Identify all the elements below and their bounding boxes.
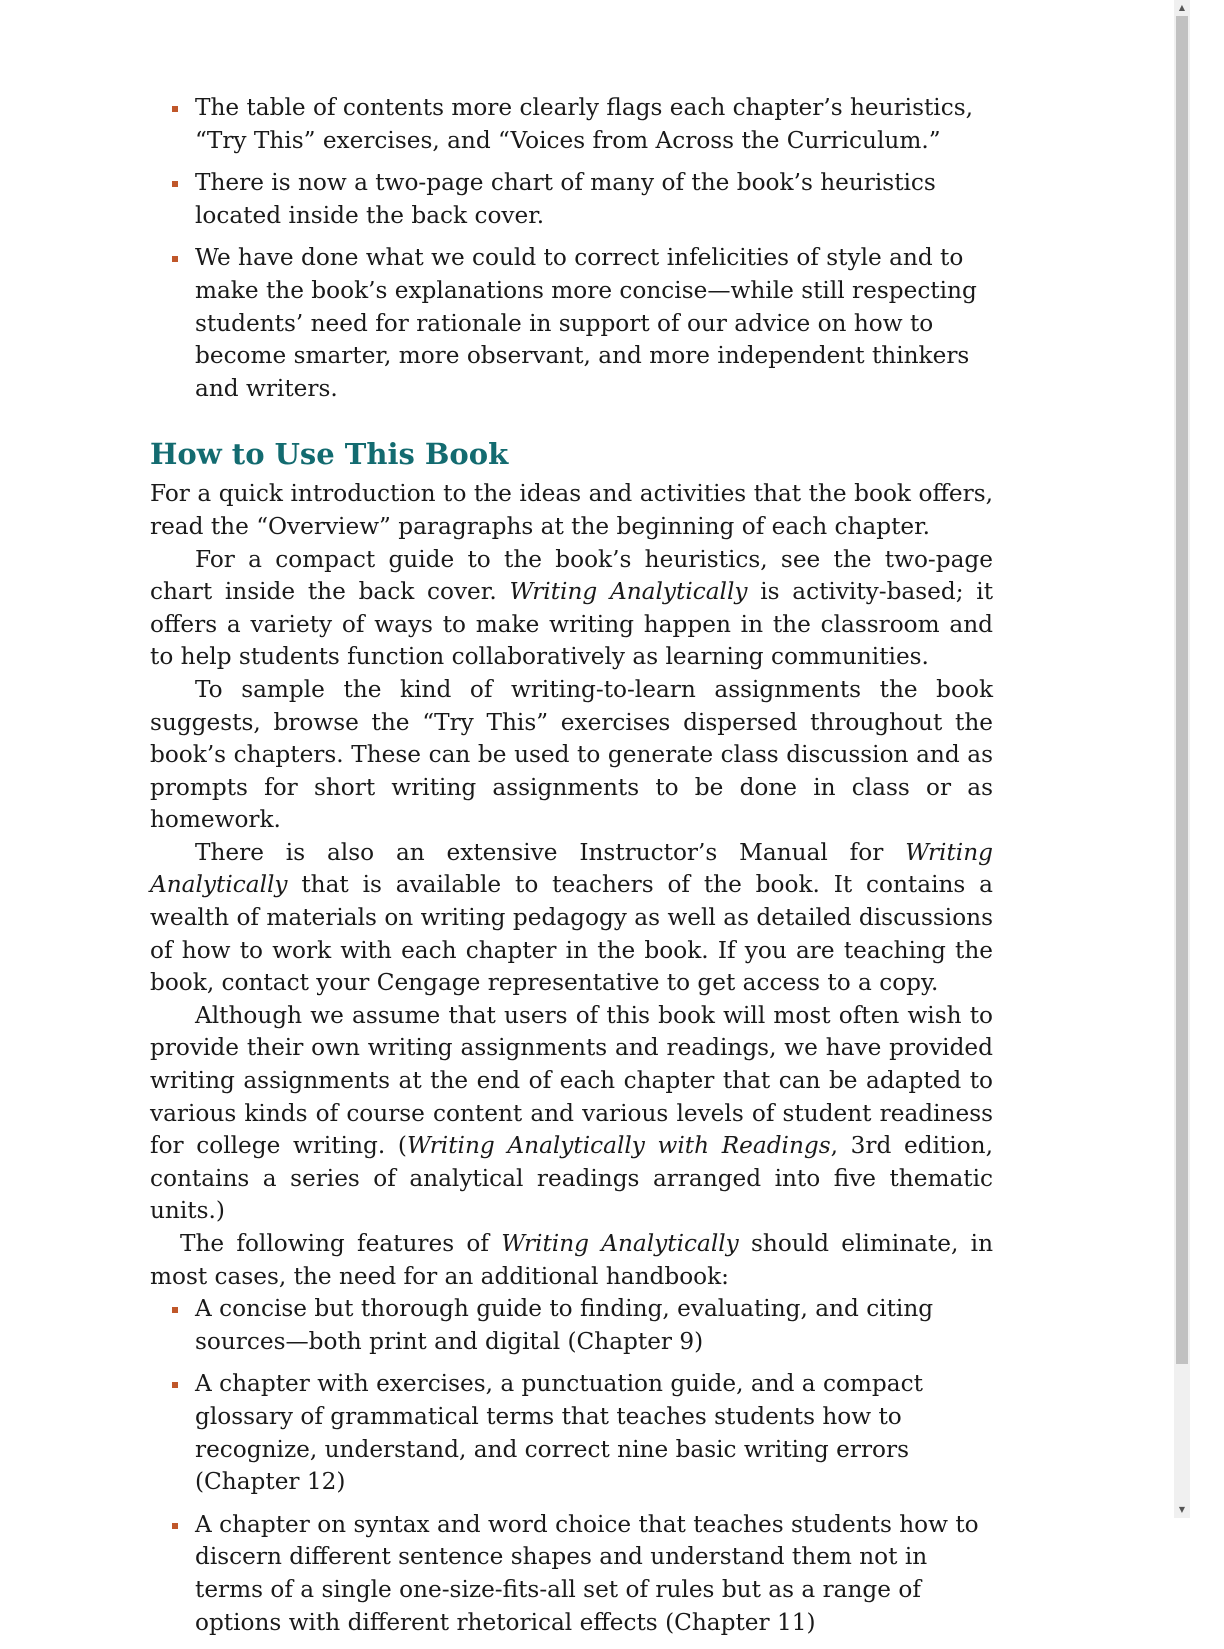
list-item: We have done what we could to correct infelicities of style and to make the book’s explanations more concise—while still respecting students’ need for rationale in support of our advice on how to become smarter, more observant, and more independent thinkers and writers. xyxy=(195,242,993,405)
paragraph-features: The following features of Writing Analytically should eliminate, in most cases, the need for an additional handbook: xyxy=(150,1230,994,1290)
document-page xyxy=(150,92,993,1649)
paragraph-overview: For a quick introduction to the ideas and activities that the book offers, read the “Overview” paragraphs at the beginning of each chapter. xyxy=(150,480,993,540)
list-item: The table of contents more clearly flags each chapter’s heuristics, “Try This” exercises, and “Voices from Across the Curriculum.” xyxy=(195,92,993,157)
list-item: There is now a two-page chart of many of the book’s heuristics located inside the back cover. xyxy=(195,167,993,232)
list-item: A concise but thorough guide to finding, evaluating, and citing sources—both print and digital (Chapter 9) xyxy=(195,1293,993,1358)
paragraph-instructors-manual: There is also an extensive Instructor’s Manual for Writing Analytically that is available to teachers of the book. It contains a wealth of materials on writing pedagogy as well as detailed discussions of how to work with each chapter in the book. If you are teaching the book, contact your Cengage representative to get access to a copy. xyxy=(150,838,993,997)
scroll-up-icon[interactable]: ▲ xyxy=(1178,3,1186,12)
list-item: A chapter with exercises, a punctuation guide, and a compact glossary of grammatical terms that teaches students how to recognize, understand, and correct nine basic writing errors (Chapter 12) xyxy=(195,1368,993,1498)
scroll-thumb[interactable] xyxy=(1176,16,1188,1364)
features-list-top xyxy=(150,92,993,405)
vertical-scrollbar[interactable] xyxy=(1174,0,1190,1518)
list-item: A chapter on syntax and word choice that teaches students how to discern different sentence shapes and understand them not in terms of a single one-size-fits-all set of rules but as a range of options with different rhetorical effects (Chapter 11) xyxy=(195,1509,993,1639)
paragraph-compact-guide: For a compact guide to the book’s heuristics, see the two-page chart inside the back cover. Writing Analytically is activity-based; it offers a variety of ways to make writing happen in the classroom and to help students function collaboratively as learning communities. xyxy=(150,545,994,671)
paragraph-try-this: To sample the kind of writing-to-learn assignments the book suggests, browse the “Try This” exercises dispersed throughout the book’s chapters. These can be used to generate class discussion and as prompts for short writing assignments to be done in class or as homework. xyxy=(150,675,993,834)
scroll-down-icon[interactable]: ▼ xyxy=(1178,1505,1186,1514)
paragraph-assignments: Although we assume that users of this book will most often wish to provide their own writing assignments and readings, we have provided writing assignments at the end of each chapter that can be adapted to various kinds of course content and various levels of student readiness for college writing. (Writing Analytically with Readings, 3rd edition, contains a series of analytical readings arranged into five thematic units.) xyxy=(150,1001,993,1225)
section-heading: How to Use This Book xyxy=(150,437,509,472)
features-list-bottom xyxy=(150,1293,993,1639)
